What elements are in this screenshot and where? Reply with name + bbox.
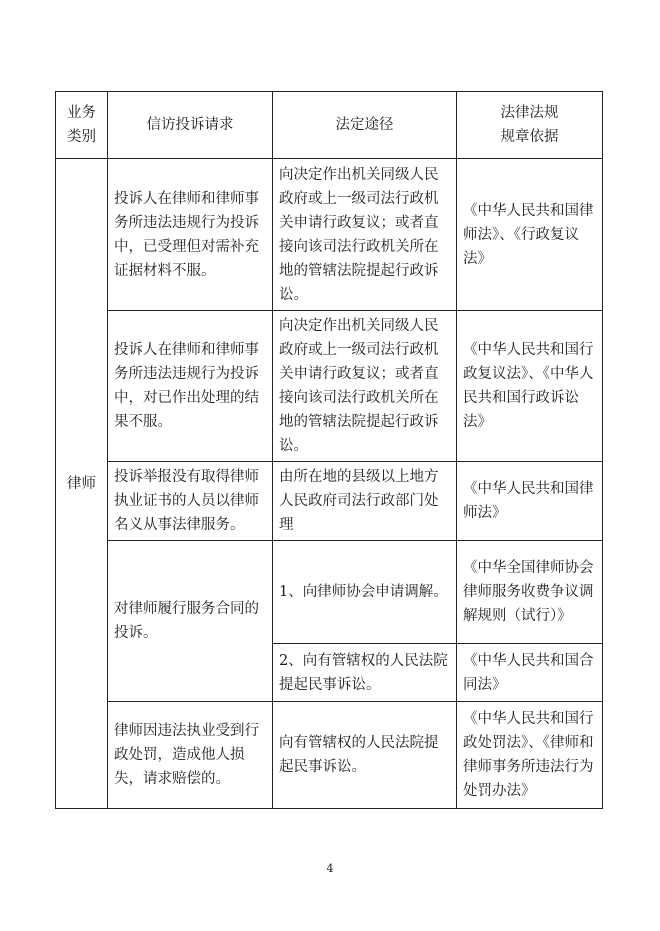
header-category-line2: 类别 <box>67 129 96 145</box>
table-row <box>56 702 603 809</box>
channel-cell: 向决定作出机关同级人民政府或上一级司法行政机关申请行政复议；或者直接向该司法行政机关所在地的管辖法院提起行政诉讼。 <box>273 159 457 311</box>
channel-cell: 2、向有管辖权的人民法院提起民事诉讼。 <box>273 644 457 702</box>
category-cell: 律师 <box>56 159 108 809</box>
header-row <box>56 92 603 159</box>
channel-cell: 向决定作出机关同级人民政府或上一级司法行政机关申请行政复议；或者直接向该司法行政机关所在地的管辖法院提起行政诉讼。 <box>273 311 457 462</box>
request-cell: 对律师履行服务合同的投诉。 <box>108 541 273 702</box>
channel-cell: 由所在地的县级以上地方人民政府司法行政部门处理 <box>273 462 457 541</box>
header-basis-line2: 规章依据 <box>500 129 559 145</box>
header-request: 信访投诉请求 <box>108 92 273 159</box>
basis-cell: 《中华人民共和国合同法》 <box>457 644 603 702</box>
table-row <box>56 462 603 541</box>
table-row <box>56 541 603 644</box>
header-category <box>56 92 108 159</box>
basis-cell: 《中华全国律师协会律师服务收费争议调解规则（试行）》 <box>457 541 603 644</box>
channel-cell: 向有管辖权的人民法院提起民事诉讼。 <box>273 702 457 809</box>
complaint-channels-table <box>55 91 603 809</box>
request-cell: 投诉举报没有取得律师执业证书的人员以律师名义从事法律服务。 <box>108 462 273 541</box>
table-row <box>56 159 603 311</box>
request-cell: 律师因违法执业受到行政处罚，造成他人损失，请求赔偿的。 <box>108 702 273 809</box>
page-number: 4 <box>326 862 334 875</box>
header-channel: 法定途径 <box>273 92 457 159</box>
basis-cell: 《中华人民共和国律师法》 <box>457 462 603 541</box>
channel-cell: 1、向律师协会申请调解。 <box>273 541 457 644</box>
header-basis-line1: 法律法规 <box>500 105 559 121</box>
table-row <box>56 311 603 462</box>
header-basis <box>457 92 603 159</box>
request-cell: 投诉人在律师和律师事务所违法违规行为投诉中，已受理但对需补充证据材料不服。 <box>108 159 273 311</box>
basis-cell: 《中华人民共和国律师法》、《行政复议法》 <box>457 159 603 311</box>
basis-cell: 《中华人民共和国行政处罚法》、《律师和律师事务所违法行为处罚办法》 <box>457 702 603 809</box>
header-category-line1: 业务 <box>67 105 96 121</box>
basis-cell: 《中华人民共和国行政复议法》、《中华人民共和国行政诉讼法》 <box>457 311 603 462</box>
request-cell: 投诉人在律师和律师事务所违法违规行为投诉中，对已作出处理的结果不服。 <box>108 311 273 462</box>
